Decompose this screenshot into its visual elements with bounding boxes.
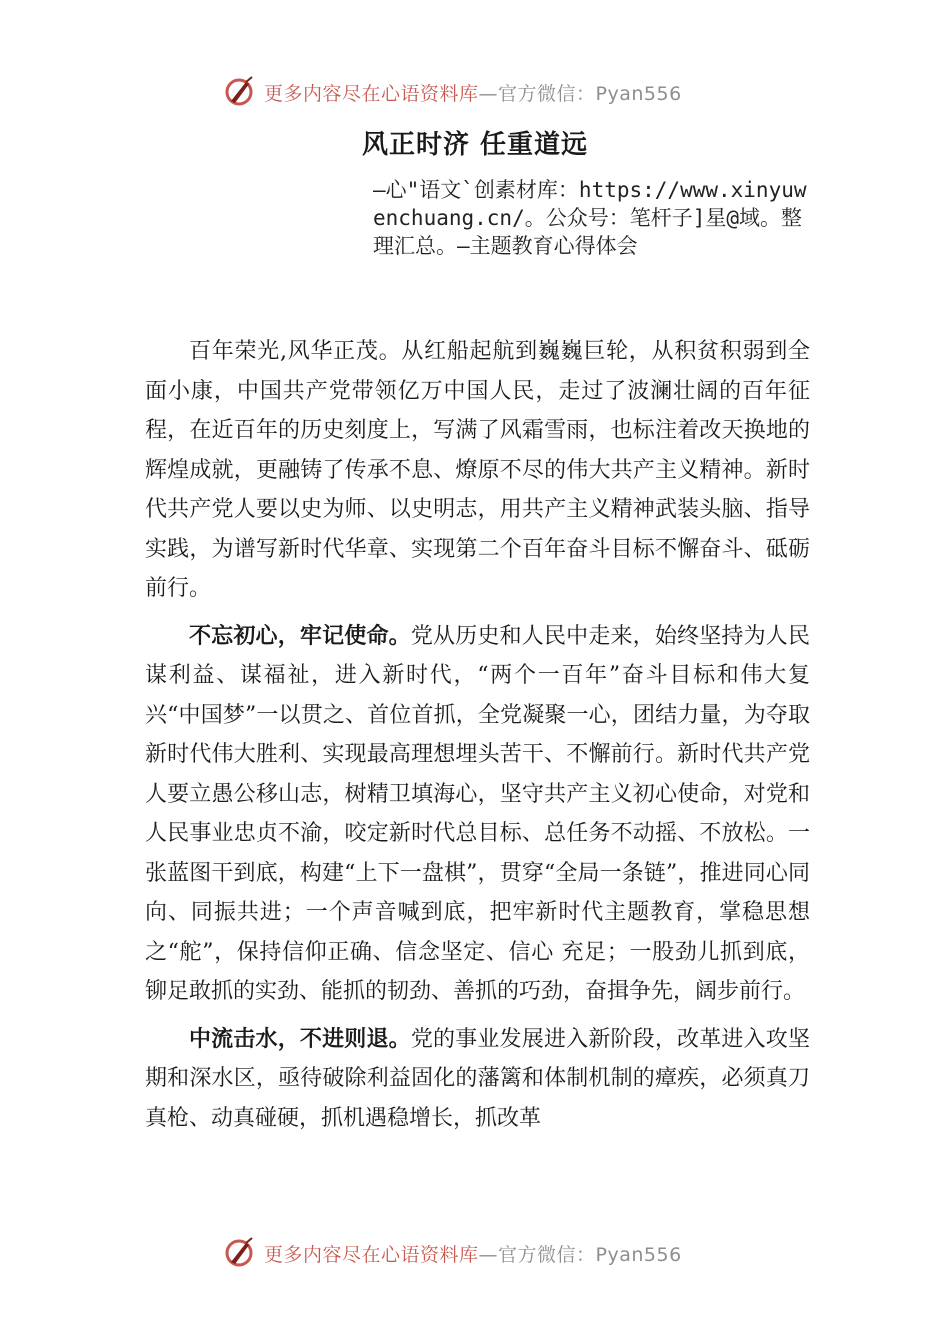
paragraph-lead: 中流击水，不进则退。	[189, 1026, 411, 1052]
page-title: 风正时济 任重道远	[361, 130, 589, 160]
paragraph-text: 百年荣光,风华正茂。从红船起航到巍巍巨轮，从积贫积弱到全面小康，中国共产党带领亿万中国人民，走过了波澜壮阔的百年征程，在近百年的历史刻度上，写满了风霜雪雨，也标注着改天换地的辉煌成就，更融铸了传承不息、燎原不尽的伟大共产主义精神。新时代共产党人要以史为师、以史明志，用共产主义精神武装头脑、指导实践，为谱写新时代华章、实现第二个百年奋斗目标不懈奋斗、砥砺前行。	[145, 339, 810, 601]
pen-swirl-logo-icon	[222, 1235, 258, 1271]
paragraph-lead: 不忘初心，牢记使命。	[189, 623, 411, 649]
footer-watermark-banner	[222, 1231, 742, 1275]
banner-wechat-text: —官方微信：Pyan556	[478, 82, 682, 105]
source-note: —心"语文`创素材库：https://www.xinyuwenchuang.cn/。公众号：笔杆子]星@域。整理汇总。—主题教育心得体会	[373, 178, 807, 258]
pen-swirl-logo-icon	[222, 74, 258, 110]
paragraph-section-1	[145, 617, 810, 1012]
banner-brand-text: 更多内容尽在心语资料库	[264, 82, 479, 105]
paragraph-text: 党从历史和人民中走来，始终坚持为人民谋利益、谋福祉，进入新时代，“两个一百年”奋斗目标和伟大复兴“中国梦”一以贯之、首位首抓，全党凝聚一心，团结力量，为夺取新时代伟大胜利、实现最高理想埋头苦干、不懈前行。新时代共产党人要立愚公移山志，树精卫填海心，坚守共产主义初心使命，对党和人民事业忠贞不渝，咬定新时代总目标、总任务不动摇、不放松。一张蓝图干到底，构建“上下一盘棋”，贯穿“全局一条链”，推进同心同向、同振共进；一个声音喊到底，把牢新时代主题教育，掌稳思想之“舵”，保持信仰正确、信念坚定、信心 充足；一股劲儿抓到底，铆足敢抓的实劲、能抓的韧劲、善抓的巧劲，奋揖争先，阔步前行。	[145, 623, 810, 1004]
paragraph-section-2	[145, 1020, 810, 1139]
header-watermark-banner	[222, 70, 742, 114]
banner-brand-text: 更多内容尽在心语资料库	[264, 1243, 479, 1266]
paragraph-text: 党的事业发展进入新阶段，改革进入攻坚期和深水区，亟待破除利益固化的藩篱和体制机制的瘴疾，必须真刀真枪、动真碰硬，抓机遇稳增长，抓改革	[145, 1026, 810, 1131]
article-body	[145, 332, 810, 1146]
banner-wechat-text: —官方微信：Pyan556	[478, 1243, 682, 1266]
paragraph-intro	[145, 332, 810, 609]
